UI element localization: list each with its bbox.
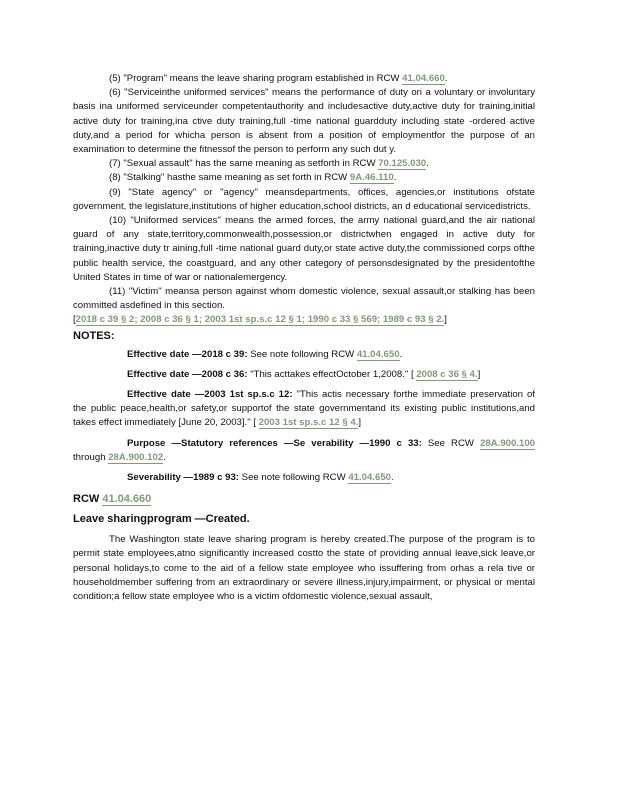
- rcw-link[interactable]: 41.04.650: [356, 348, 400, 360]
- definition-state-agency: (9) "State agency" or "agency" meansdepartments, offices, agencies,or institutions ofstate government, the legislature,institutions of higher education,school districts, an d educational servicedistricts.: [73, 186, 535, 212]
- rcw-link[interactable]: 41.04.650: [348, 472, 391, 484]
- rcw-link[interactable]: 28A.900.100: [480, 437, 536, 449]
- definition-sexual-assault: (7) "Sexual assault" has the same meaning as setforth in RCW 70.125.030.: [109, 158, 429, 170]
- definition-uniformed-service: (6) "Serviceinthe uniformed services" means the performance of duty on a voluntary or involuntary basis ina uniformed serviceunder competentauthority and includesactive duty,active duty for training,initial active duty for training,ina ctive duty training,full -time national guardduty including state -ordered active duty,and a period for whicha person is absent from a position of employmentfor the purpose of an examination to determine the fitnessof the person to perform any such dut y.: [73, 87, 535, 156]
- history-citation: [2018 c 39 § 2; 2008 c 36 § 1; 2003 1st sp.s.c 12 § 1; 1990 c 33 § 569; 1989 c 93 § 2.]: [73, 314, 447, 326]
- rcw-link[interactable]: 9A.46.110: [349, 172, 394, 184]
- definition-victim: (11) "Victim" meansa person against whom domestic violence, sexual assault,or stalking has been committed asdefined in this section.: [73, 286, 535, 312]
- rcw-link[interactable]: 41.04.660: [402, 73, 445, 84]
- definition-program: (5) "Program" means the leave sharing program established in RCW 41.04.660.: [109, 73, 448, 84]
- rcw-section-link[interactable]: 41.04.660: [102, 493, 152, 506]
- session-law-link[interactable]: 2003 1st sp.s.c 12 § 4.: [258, 417, 359, 429]
- document-page: [73, 72, 535, 604]
- definition-stalking: (8) "Stalking" hasthe same meaning as set forth in RCW 9A.46.110.: [109, 172, 397, 184]
- note-severability-1989: Severability —1989 c 93: See note following RCW 41.04.650.: [127, 472, 394, 484]
- notes-header: NOTES:: [73, 329, 115, 342]
- note-effective-2008: Effective date —2008 c 36: "This acttakes effectOctober 1,2008." [ 2008 c 36 § 4.]: [127, 368, 481, 380]
- rcw-link[interactable]: 70.125.030: [378, 158, 427, 170]
- note-effective-2018: Effective date —2018 c 39: See note following RCW 41.04.650.: [127, 348, 403, 360]
- definition-uniformed-services: (10) "Uniformed services" means the armed forces, the army national guard,and the air national guard of any state,territory,commonwealth,possession,or districtwhen engaged in active duty for training,inactive duty tr aining,full -time national guard duty,or state active duty,the commissioned corps ofthe public health service, the coastguard, and any other category of personsdesignated by the presidentofthe United States in time of war or nationalemergency.: [73, 215, 535, 283]
- note-purpose-1990: Purpose —Statutory references —Se verability —1990 c 33: See RCW 28A.900.100 through 28A.900.102.: [73, 437, 536, 463]
- history-link[interactable]: 2018 c 39 § 2; 2008 c 36 § 1; 2003 1st sp.s.c 12 § 1; 1990 c 33 § 569; 1989 c 93 § 2.: [75, 314, 445, 326]
- section-body: The Washington state leave sharing program is hereby created.The purpose of the program is to permit state employees,atno significantly increased costto the state of providing annual leave,sick leave,or personal holidays,to come to the aid of a fellow state employee who issuffering from orhas a rela tive or householdmember suffering from an extraordinary or severe illness,injury,impairment, or physical or mental condition;a fellow state employee who is a victim ofdomestic violence,sexual assault,: [73, 534, 535, 603]
- note-effective-2003: Effective date —2003 1st sp.s.c 12: "This actis necessary forthe immediate preservation of the public peace,health,or safety,or supportof the state governmentand its existing public institutions,and takes effect immediately [June 20, 2003]." [ 2003 1st sp.s.c 12 § 4.]: [73, 389, 535, 429]
- section-title: Leave sharingprogram —Created.: [73, 513, 250, 526]
- session-law-link[interactable]: 2008 c 36 § 4.: [416, 368, 478, 380]
- rcw-section-heading: RCW 41.04.660: [73, 493, 152, 506]
- rcw-link[interactable]: 28A.900.102: [108, 451, 164, 463]
